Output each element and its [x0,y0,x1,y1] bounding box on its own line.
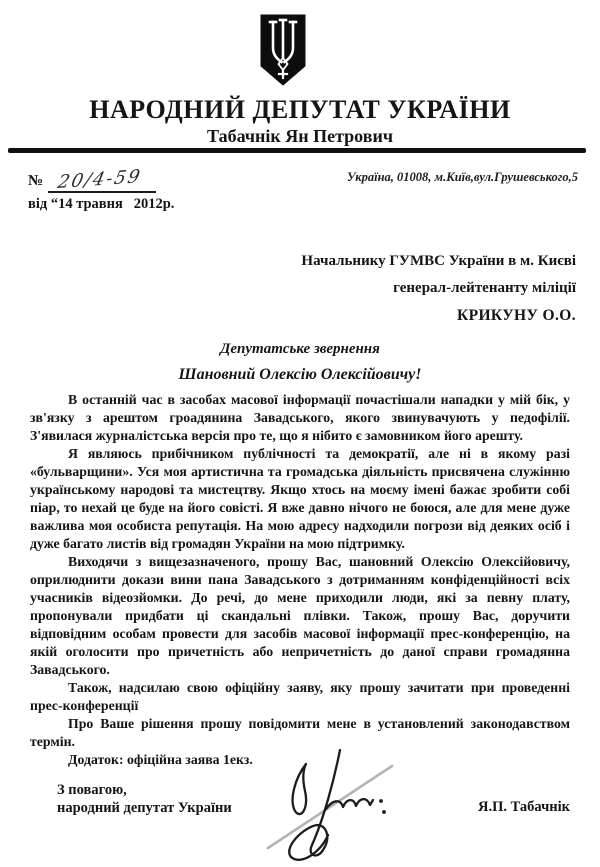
body-paragraph: Про Ваше рішення прошу повідомити мене в установлений законодавством термін. [30,716,570,749]
signature-icon [260,748,460,867]
body-paragraph: Додаток: офіційна заява 1екз. [68,752,253,767]
subject-type: Депутатське звернення [220,341,380,357]
recipient-name: КРИКУНУ О.О. [456,307,576,324]
body-paragraph: Також, надсилаю свою офіційну заяву, яку прошу зачитати при проведенні прес-конференції [30,680,570,713]
body-paragraph: Виходячи з вищезазначеного, прошу Вас, шановний Олексію Олексійовичу, оприлюднити докази вини пана Завадського з дотриманням конфіденційності всіх учасників відеозйомки. До речі, до мене приходили люди, які за певну плату, пропонували придбати ці скандальні плівки. Також, прошу Вас, доручити відповідним особам провести для засобів масової інформації прес-конференцію, на якій оголосити про причетність або непричетність до даної справи громадянна Завадського. [30,554,570,677]
body-paragraph: Я являюсь прибічником публічності та демократії, але ні в якому разі «бульварщини». Уся моя артистична та громадська діяльність присвячена служінню українському народові та мистецтву. Якщо хтось на моєму імені бажає зробити собі піар, то нехай це буде на його совісті. Я вже давно нічого не боюся, але для мене дуже важлива моя особиста репутація. На мою адресу надходили погрози від деяких осіб і дуже багато листів від громадян України на мою підтримку. [30,446,570,551]
closing-block [57,781,232,817]
signer-name: Я.П. Табачнік [478,799,571,815]
ref-number-label: № [28,173,44,189]
salutation: Шановний Олексію Олексійовичу! [178,366,422,383]
reference-block [28,165,175,213]
letterhead [0,13,600,147]
subject-block [0,337,600,387]
ref-date-line: від “14 травня 2012р. [28,196,175,212]
body-paragraph: В останній час в засобах масової інформації почастішали нападки у мій бік, у зв'язку з арештом гроадянина Завадського, якого звинувачують у педофілії. З'явилася журналістська версія про те, що я нібито є замовником його арешту. [30,392,570,443]
recipient-line-1: Начальнику ГУМВС України в м. Києві [301,253,576,269]
ukraine-tryzub-emblem-icon [259,13,307,87]
letterhead-subtitle: Табачнік Ян Петрович [207,126,393,146]
letterhead-divider-rule [8,148,586,153]
sender-address: Україна, 01008, м.Київ,вул.Грушевського,5 [346,170,578,184]
ref-number-row [28,165,174,194]
ref-number-underline [48,165,156,194]
ref-number-handwritten: 20/4-59 [55,165,144,194]
recipient-line-2: генерал-лейтенанту міліції [393,280,576,296]
letterhead-title: НАРОДНИЙ ДЕПУТАТ УКРАЇНИ [89,95,511,124]
letter-body [30,391,570,769]
closing-role: народний депутат України [57,800,232,816]
recipient-block [301,248,576,329]
closing-salutation: З повагою, [57,782,127,798]
